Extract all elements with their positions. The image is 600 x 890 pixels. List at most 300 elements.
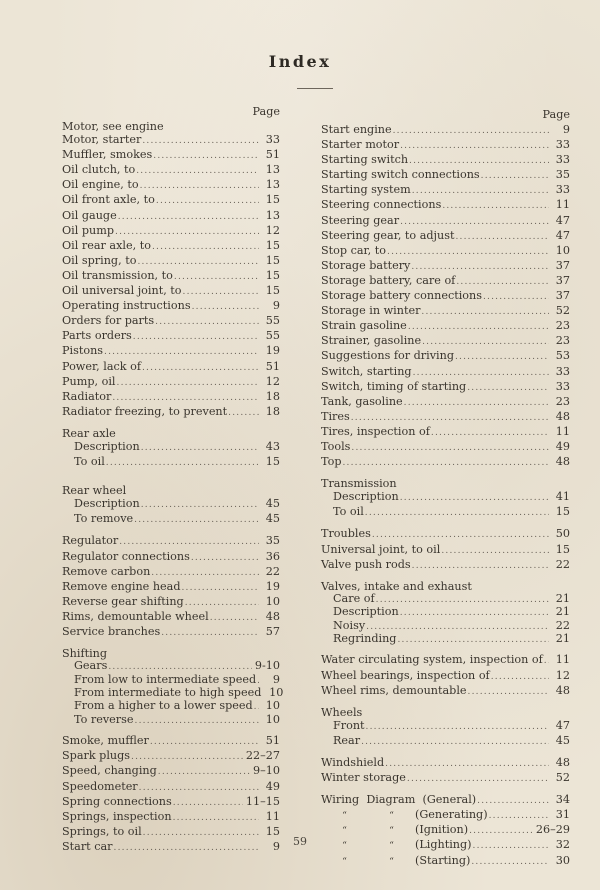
page-ref: 47	[555, 213, 570, 227]
index-entry	[62, 565, 280, 580]
index-subentry	[62, 714, 280, 727]
spacer	[62, 420, 280, 427]
entry-label: Operating instructions	[62, 299, 191, 313]
page-ref: 47	[555, 228, 570, 242]
page-ref: 49	[555, 439, 570, 453]
leader-dots	[351, 442, 549, 455]
leader-dots	[400, 492, 549, 505]
leader-dots	[155, 316, 259, 329]
leader-dots	[161, 627, 259, 640]
page-ref: 9	[272, 839, 280, 853]
index-entry	[62, 810, 280, 825]
index-group-heading: Valves, intake and exhaust	[321, 579, 472, 593]
page-ref: 9	[272, 672, 280, 686]
index-subentry	[62, 674, 280, 687]
index-entry	[321, 756, 570, 771]
leader-dots	[106, 457, 259, 470]
index-entry	[321, 455, 570, 470]
entry-label: Winter storage	[321, 771, 406, 785]
index-entry	[62, 360, 280, 375]
index-entry	[321, 808, 570, 823]
page-number: 59	[293, 835, 307, 848]
spacer	[62, 640, 280, 647]
entry-label: To oil	[74, 455, 105, 469]
spacer	[62, 470, 280, 477]
ditto-mark: “	[389, 841, 394, 852]
page-ref: 22	[555, 557, 570, 571]
entry-label: Remove engine head	[62, 579, 181, 593]
page-ref: 10	[265, 712, 280, 726]
index-column-right	[321, 108, 570, 869]
page-ref: 33	[555, 138, 570, 152]
wiring-label: Wiring Diagram (General)	[321, 793, 477, 807]
index-entry	[62, 269, 280, 284]
index-entry	[62, 610, 280, 625]
index-entry	[321, 334, 570, 349]
entry-label: Starting switch connections	[321, 168, 480, 182]
entry-label: Service branches	[62, 625, 161, 638]
leader-dots	[185, 597, 259, 610]
leader-dots	[372, 529, 549, 542]
index-entry	[62, 148, 280, 163]
index-entry	[62, 284, 280, 299]
index-entry	[62, 239, 280, 254]
leader-dots	[228, 407, 259, 420]
leader-dots	[118, 211, 259, 224]
page-ref: 22	[265, 564, 280, 578]
leader-dots	[153, 150, 259, 163]
page-ref: 9-10	[254, 659, 280, 673]
index-entry	[321, 380, 570, 395]
index-entry	[321, 653, 570, 668]
entry-label: Tools	[321, 439, 351, 453]
entry-label: Steering connections	[321, 198, 442, 212]
index-entry	[321, 410, 570, 425]
entry-label: Muffler, smokes	[62, 148, 153, 162]
index-entry	[62, 299, 280, 314]
page-ref: 49	[265, 779, 280, 793]
entry-label: Strain gasoline	[321, 319, 407, 333]
ditto-mark: “	[389, 826, 394, 837]
leader-dots	[174, 271, 259, 284]
leader-dots	[400, 140, 549, 153]
entry-label: From intermediate to high speed	[74, 686, 262, 699]
entry-label: Storage battery, care of	[321, 273, 456, 287]
entry-label: Starting system	[321, 183, 411, 197]
entry-label: Front	[333, 718, 365, 732]
entry-label: Oil spring, to	[62, 253, 137, 267]
leader-dots	[112, 392, 259, 405]
entry-label: Wheel bearings, inspection of	[321, 668, 490, 682]
leader-dots	[468, 686, 549, 699]
leader-dots	[182, 582, 260, 595]
page-ref: 45	[265, 497, 280, 511]
page-ref: 18	[265, 389, 280, 403]
index-entry	[62, 390, 280, 405]
entry-label: Springs, inspection	[62, 809, 172, 823]
index-entry	[62, 133, 280, 148]
page-ref: 15	[265, 268, 280, 282]
index-list-right	[321, 123, 570, 786]
entry-label: From low to intermediate speed	[74, 672, 257, 686]
entry-label: Pump, oil	[62, 374, 116, 388]
ditto-mark: “	[342, 811, 347, 822]
index-group-heading: Transmission	[321, 477, 397, 491]
page-ref: 23	[555, 319, 570, 333]
index-subentry	[321, 490, 570, 505]
index-entry	[62, 405, 280, 420]
entry-label: Noisy	[333, 618, 366, 632]
entry-label: Storage in winter	[321, 304, 421, 318]
index-entry	[321, 365, 570, 380]
spacer	[321, 749, 570, 756]
page-ref: 37	[555, 289, 570, 303]
ditto-mark: “	[389, 856, 394, 867]
page-ref: 33	[555, 153, 570, 167]
entry-label: Gears	[74, 659, 108, 673]
page-column-label: Page	[542, 108, 570, 121]
leader-dots	[421, 306, 549, 319]
index-entry	[321, 543, 570, 558]
entry-label: Description	[333, 605, 399, 619]
entry-label: Windshield	[321, 756, 385, 769]
index-entry	[321, 274, 570, 289]
entry-label: From a higher to a lower speed	[74, 699, 253, 713]
page-ref: 35	[265, 534, 280, 548]
index-entry	[62, 764, 280, 779]
leader-dots	[489, 810, 549, 823]
page-ref: 51	[265, 359, 280, 373]
leader-dots	[192, 301, 259, 314]
page-ref: 52	[555, 771, 570, 785]
leader-dots	[139, 782, 259, 795]
leader-dots	[471, 856, 549, 869]
page-ref: 53	[555, 349, 570, 363]
leader-dots	[361, 736, 549, 749]
page-ref: 33	[555, 364, 570, 378]
page-ref: 10	[265, 594, 280, 608]
leader-dots	[412, 560, 549, 573]
index-entry	[321, 259, 570, 274]
entry-label: Motor, see engine	[62, 120, 164, 133]
page-ref: 13	[265, 208, 280, 222]
page-ref: 11	[555, 424, 570, 438]
index-subentry	[321, 620, 570, 633]
entry-label: (Lighting)	[415, 838, 472, 852]
entry-label: Oil gauge	[62, 208, 117, 222]
page-ref: 12	[265, 374, 280, 388]
page-ref: 15	[555, 542, 570, 556]
page-ref: 12	[265, 223, 280, 237]
page-ref: 10	[269, 686, 284, 699]
leader-dots	[376, 595, 549, 606]
index-subentry	[62, 512, 280, 527]
page-ref: 11	[555, 198, 570, 212]
entry-label: Pistons	[62, 344, 104, 358]
spacer	[321, 470, 570, 477]
leader-dots	[385, 758, 549, 771]
leader-dots	[104, 346, 259, 359]
index-entry	[321, 214, 570, 229]
entry-label: Oil clutch, to	[62, 163, 136, 177]
index-entry	[62, 224, 280, 239]
index-entry	[321, 123, 570, 138]
entry-label: Troubles	[321, 527, 371, 541]
spacer	[62, 727, 280, 734]
index-subentry	[321, 593, 570, 606]
entry-label: To oil	[333, 505, 364, 519]
entry-label: Stop car, to	[321, 243, 387, 257]
entry-label: Orders for parts	[62, 314, 155, 328]
leader-dots	[412, 185, 549, 198]
page-ref: 12	[555, 668, 570, 682]
index-subentry	[321, 633, 570, 646]
index-subentry	[321, 606, 570, 619]
leader-dots	[422, 336, 549, 349]
page-ref: 19	[265, 344, 280, 358]
index-entry	[62, 749, 280, 764]
leader-dots	[137, 256, 259, 269]
page-ref: 21	[555, 605, 570, 619]
entry-label: Oil rear axle, to	[62, 238, 151, 252]
index-entry	[62, 795, 280, 810]
entry-label: Regulator connections	[62, 549, 190, 563]
entry-label: Steering gear	[321, 213, 400, 227]
entry-label: Care of	[333, 591, 375, 605]
page-ref: 22	[555, 618, 570, 632]
index-entry	[62, 254, 280, 269]
entry-label: Oil transmission, to	[62, 268, 173, 282]
index-entry	[321, 319, 570, 334]
index-entry	[62, 534, 280, 549]
page-ref: 48	[555, 756, 570, 769]
page-ref: 32	[555, 838, 570, 852]
index-entry	[62, 329, 280, 344]
spacer	[321, 573, 570, 580]
entry-label: Motor, starter	[62, 133, 142, 147]
leader-dots	[441, 545, 549, 558]
leader-dots	[404, 397, 549, 410]
index-entry	[321, 684, 570, 699]
page-ref: 15	[265, 455, 280, 469]
page-ref: 43	[265, 439, 280, 453]
page-ref: 51	[265, 148, 280, 162]
leader-dots	[365, 507, 549, 520]
page-ref: 41	[555, 490, 570, 504]
leader-dots	[455, 351, 549, 364]
page-ref: 48	[555, 455, 570, 469]
ditto-mark: “	[342, 841, 347, 852]
entry-label: Reverse gear shifting	[62, 594, 184, 608]
index-group-heading: Shifting	[62, 647, 108, 661]
index-entry	[321, 244, 570, 259]
entry-label: Radiator freezing, to prevent	[62, 404, 228, 418]
index-entry	[321, 153, 570, 168]
page-ref: 33	[555, 183, 570, 197]
entry-label: Storage battery connections	[321, 289, 482, 303]
leader-dots	[477, 795, 549, 808]
entry-label: Oil engine, to	[62, 178, 139, 192]
leader-dots	[117, 377, 259, 390]
index-entry	[62, 178, 280, 193]
page-ref: 21	[555, 591, 570, 605]
entry-label: Switch, timing of starting	[321, 379, 467, 393]
index-entry	[321, 854, 570, 869]
page-ref: 31	[555, 808, 570, 822]
leader-dots	[407, 773, 549, 786]
leader-dots	[400, 608, 549, 619]
wiring-diagram-group	[321, 793, 570, 868]
index-entry	[62, 595, 280, 610]
index-entry	[62, 625, 280, 640]
entry-label: Universal joint, to oil	[321, 542, 441, 556]
entry-label: Spark plugs	[62, 749, 131, 763]
entry-label: Valve push rods	[321, 557, 411, 571]
index-entry	[321, 229, 570, 244]
leader-dots	[442, 200, 549, 213]
index-entry	[62, 209, 280, 224]
entry-label: Description	[333, 490, 399, 504]
ditto-mark: “	[342, 826, 347, 837]
page-ref: 48	[555, 409, 570, 423]
leader-dots	[411, 261, 549, 274]
index-subentry	[62, 700, 280, 713]
leader-dots	[491, 671, 549, 684]
leader-dots	[140, 180, 259, 193]
page-ref: 21	[555, 632, 570, 646]
page-ref: 11	[555, 653, 570, 667]
index-entry	[62, 120, 280, 133]
entry-label: Tank, gasoline	[321, 394, 403, 408]
index-entry	[321, 304, 570, 319]
page-ref: 18	[265, 404, 280, 418]
leader-dots	[141, 442, 259, 455]
entry-label: Tires, inspection of	[321, 424, 430, 438]
entry-label: Start car	[62, 839, 113, 853]
entry-label: Smoke, muffler	[62, 734, 149, 748]
page-column-label: Page	[252, 105, 280, 118]
leader-dots	[431, 427, 549, 440]
leader-dots	[481, 170, 549, 183]
entry-label: Starting switch	[321, 153, 409, 167]
index-group-heading: Wheels	[321, 705, 363, 719]
entry-label: Water circulating system, inspection of	[321, 653, 543, 667]
page-ref: 15	[265, 284, 280, 298]
index-entry	[321, 440, 570, 455]
leader-dots	[150, 736, 259, 749]
index-subentry	[62, 497, 280, 512]
leader-dots	[142, 135, 259, 148]
entry-label: (Ignition)	[415, 823, 469, 837]
leader-dots	[544, 655, 549, 668]
leader-dots	[173, 797, 243, 810]
spacer	[321, 699, 570, 706]
page-ref: 13	[265, 178, 280, 192]
leader-dots	[173, 812, 259, 825]
index-entry	[321, 168, 570, 183]
leader-dots	[413, 367, 549, 380]
index-entry	[62, 580, 280, 595]
index-group-heading: Rear wheel	[62, 484, 127, 498]
leader-dots	[119, 536, 259, 549]
leader-dots	[254, 702, 259, 713]
spacer	[62, 477, 280, 484]
entry-label: Power, lack of	[62, 359, 141, 373]
entry-label: (Starting)	[415, 853, 471, 867]
page-ref: 55	[265, 314, 280, 328]
ditto-mark: “	[389, 811, 394, 822]
leader-dots	[366, 721, 549, 734]
index-entry	[321, 395, 570, 410]
leader-dots	[141, 499, 259, 512]
leader-dots	[397, 635, 549, 646]
leader-dots	[191, 552, 259, 565]
entry-label: Remove carbon	[62, 564, 151, 578]
leader-dots	[156, 195, 259, 208]
entry-label: Starter motor	[321, 138, 400, 152]
page-ref: 34	[555, 793, 570, 807]
page-ref: 48	[265, 609, 280, 623]
index-entry	[62, 550, 280, 565]
index-entry	[321, 771, 570, 786]
entry-label: Regrinding	[333, 632, 397, 646]
page-ref: 15	[265, 193, 280, 207]
index-entry	[321, 558, 570, 573]
index-subentry	[62, 660, 280, 673]
entry-label: Steering gear, to adjust	[321, 228, 455, 242]
entry-label: Switch, starting	[321, 364, 412, 378]
page-ref: 51	[265, 734, 280, 748]
page-ref: 11–15	[245, 794, 280, 808]
page-ref: 35	[555, 168, 570, 182]
index-column-left	[62, 105, 284, 855]
entry-label: Parts orders	[62, 329, 132, 343]
entry-label: Oil universal joint, to	[62, 284, 182, 298]
leader-dots	[131, 751, 243, 764]
page-ref: 57	[265, 625, 280, 638]
page-ref: 47	[555, 718, 570, 732]
index-entry	[321, 198, 570, 213]
index-entry	[62, 375, 280, 390]
page-ref: 52	[555, 304, 570, 318]
index-entry	[62, 734, 280, 749]
entry-label: Strainer, gasoline	[321, 334, 422, 348]
leader-dots	[408, 321, 549, 334]
leader-dots	[158, 766, 250, 779]
spacer	[321, 646, 570, 653]
leader-dots	[135, 716, 259, 727]
index-subentry	[321, 719, 570, 734]
page-ref: 33	[555, 379, 570, 393]
leader-dots	[400, 216, 549, 229]
page-ref: 37	[555, 273, 570, 287]
index-entry	[321, 138, 570, 153]
leader-dots	[152, 241, 259, 254]
leader-dots	[142, 362, 259, 375]
leader-dots	[351, 412, 549, 425]
index-entry	[62, 780, 280, 795]
page-ref: 48	[555, 683, 570, 697]
index-group-heading: Rear axle	[62, 426, 116, 440]
leader-dots	[455, 231, 549, 244]
index-entry	[321, 183, 570, 198]
index-entry	[321, 349, 570, 364]
index-list-left	[62, 120, 284, 855]
spacer	[321, 786, 570, 793]
index-entry	[62, 314, 280, 329]
page-ref: 23	[555, 394, 570, 408]
page-ref: 50	[555, 527, 570, 541]
